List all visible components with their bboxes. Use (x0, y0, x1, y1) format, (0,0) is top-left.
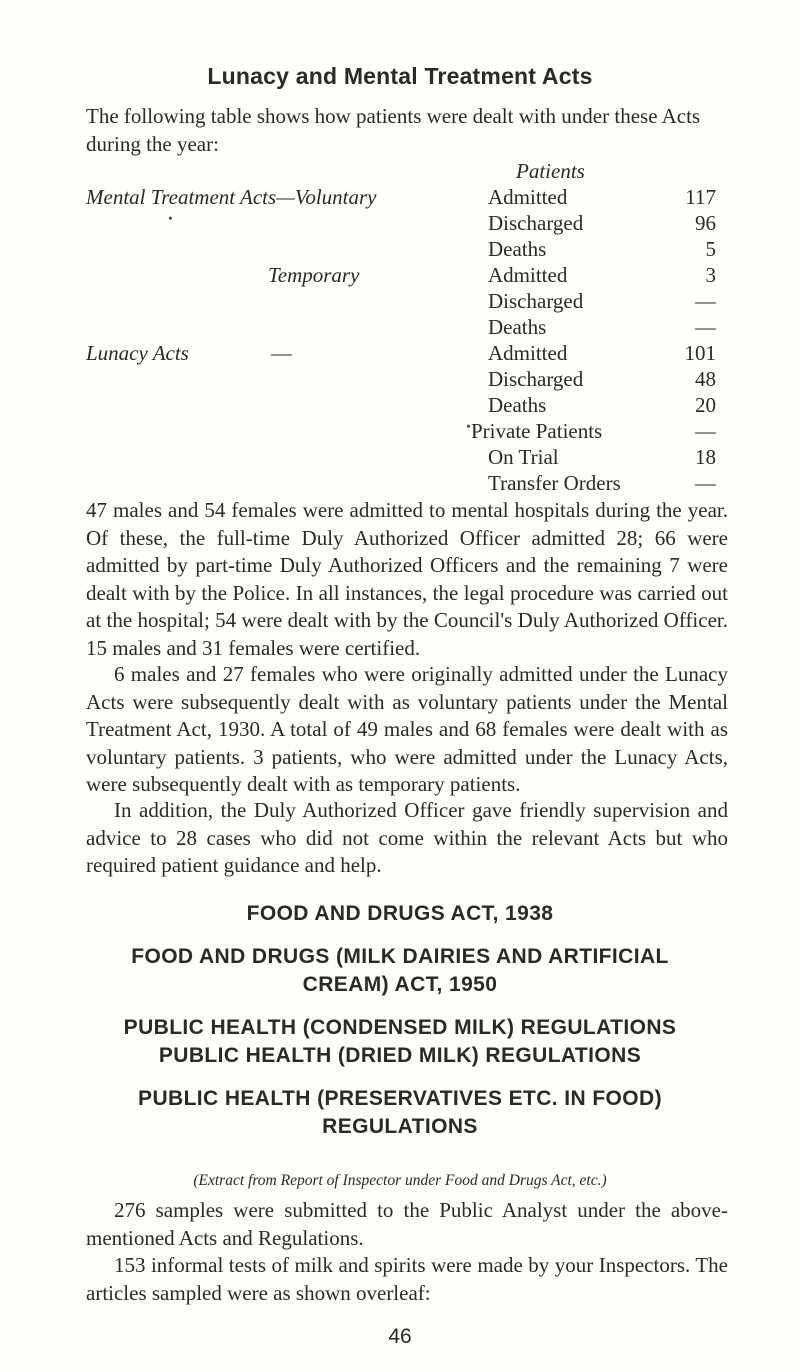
paragraph-admissions: 47 males and 54 females were admitted to mental hospitals during the year. Of these, the full-time Duly Authorized Officer admitted 28; 66 were admitted by part-time Duly Authorized Officers and the remaining 7 were dealt with by the Police. In all instances, the legal procedure was carried out at the hospital; 54 were dealt with by the Council's Duly Authorized Officer. 15 males and 31 females were certified. (86, 498, 728, 660)
row-label: On Trial (488, 445, 559, 469)
row-label: Deaths (488, 315, 547, 339)
stray-mark: • (466, 420, 471, 435)
row-label: Admitted (488, 263, 568, 287)
row-value: 18 (695, 445, 716, 469)
row-label: Discharged (488, 211, 584, 235)
section-label-temporary: Temporary (268, 263, 360, 287)
section-title-lunacy: Lunacy and Mental Treatment Acts (207, 63, 593, 89)
food-heading-line-1: FOOD AND DRUGS ACT, 1938 (246, 902, 554, 925)
row-value: 48 (695, 367, 716, 391)
row-label: Transfer Orders (488, 471, 621, 495)
row-value: — (695, 289, 716, 313)
paragraph-supervision: In addition, the Duly Authorized Officer gave friendly supervision and advice to 28 cases who did not come within the relevant Acts but who required patient guidance and help. (86, 798, 728, 877)
row-label: Admitted (488, 185, 568, 209)
page-number: 46 (388, 1325, 412, 1348)
food-heading-line-2: FOOD AND DRUGS (MILK DAIRIES AND ARTIFICIAL (131, 945, 669, 968)
row-value: 20 (695, 393, 716, 417)
row-value: 101 (684, 341, 716, 365)
row-value: — (695, 471, 716, 495)
food-heading-line-3: CREAM) ACT, 1950 (302, 973, 498, 996)
paragraph-samples: 276 samples were submitted to the Public Analyst under the above-mentioned Acts and Regulations. (86, 1198, 728, 1250)
row-value: 5 (705, 237, 716, 261)
food-heading-line-7: REGULATIONS (322, 1115, 478, 1138)
row-label: Deaths (488, 237, 547, 261)
row-label: Private Patients (471, 419, 603, 443)
food-heading-line-4: PUBLIC HEALTH (CONDENSED MILK) REGULATIONS (123, 1016, 677, 1039)
section-label-voluntary: Mental Treatment Acts—Voluntary (86, 185, 377, 209)
row-value: 117 (685, 185, 716, 209)
extract-note: (Extract from Report of Inspector under Food and Drugs Act, etc.) (193, 1172, 607, 1189)
row-label: Discharged (488, 289, 584, 313)
patients-header: Patients (516, 159, 585, 183)
row-label: Deaths (488, 393, 547, 417)
food-heading-line-5: PUBLIC HEALTH (DRIED MILK) REGULATIONS (158, 1044, 642, 1067)
food-heading-line-6: PUBLIC HEALTH (PRESERVATIVES ETC. IN FOOD) (138, 1087, 662, 1110)
paragraph-informal-tests: 153 informal tests of milk and spirits were made by your Inspectors. The articles sampled were as shown overleaf: (86, 1253, 728, 1305)
intro-paragraph: The following table shows how patients were dealt with under these Acts during the year: (86, 104, 701, 156)
row-label: Admitted (488, 341, 568, 365)
row-value: — (695, 315, 716, 339)
row-value: 3 (705, 263, 716, 287)
section-label-lunacy-acts: Lunacy Acts (86, 341, 189, 365)
row-value: — (695, 419, 716, 443)
row-value: 96 (695, 211, 716, 235)
section-dash: — (271, 341, 292, 365)
stray-mark: • (168, 212, 173, 227)
paragraph-voluntary: 6 males and 27 females who were originally admitted under the Lunacy Acts were subsequently dealt with as voluntary patients under the Mental Treatment Act, 1930. A total of 49 males and 68 females were dealt with as voluntary patients. 3 patients, who were admitted under the Lunacy Acts, were subsequently dealt with as temporary patients. (86, 662, 728, 796)
row-label: Discharged (488, 367, 584, 391)
